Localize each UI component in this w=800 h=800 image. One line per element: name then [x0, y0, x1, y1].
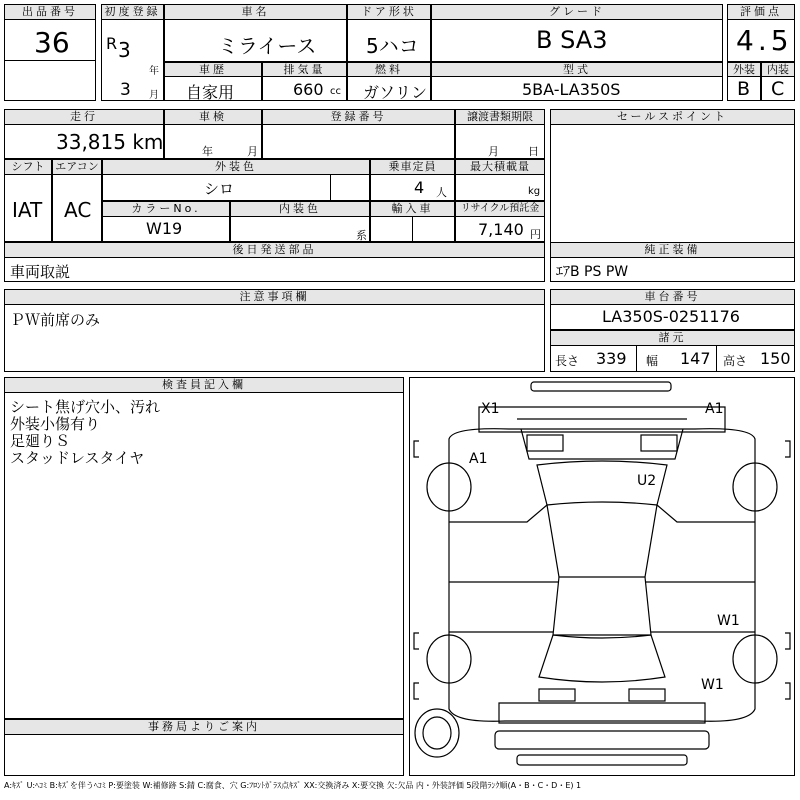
office-notice-header: 事務局よりご案内 — [4, 719, 404, 735]
history-header: 車歴 — [164, 62, 262, 77]
genuine-equipment-header: 純正装備 — [550, 242, 795, 258]
lot-number: 36 — [34, 26, 70, 59]
registration-number-cell — [262, 124, 455, 159]
width: 147 — [680, 349, 711, 368]
registration-year: 3 — [118, 38, 131, 62]
recycle-fee-header: リサイクル預託金 — [455, 201, 545, 217]
interior-color-header: 内装色 — [230, 201, 370, 217]
inspection-header: 車検 — [164, 109, 262, 125]
later-parts: 車両取説 — [10, 263, 71, 281]
color-number: W19 — [146, 219, 183, 238]
chassis-number-header: 車台番号 — [550, 289, 795, 305]
notes: ＰＷ前席のみ — [10, 311, 101, 329]
damage-mark: U2 — [637, 473, 657, 489]
import-header: 輸入車 — [370, 201, 455, 217]
later-parts-header: 後日発送部品 — [4, 242, 545, 258]
recycle-fee: 7,140 — [478, 220, 524, 239]
max-load-unit: kg — [528, 186, 541, 197]
capacity-header: 乗車定員 — [370, 159, 455, 175]
mileage-header: 走行 — [4, 109, 164, 125]
door-header: ドア形状 — [347, 4, 431, 20]
year-unit: 年 — [149, 66, 159, 77]
model-code: 5BA-LA350S — [522, 80, 621, 99]
fuel-header: 燃料 — [347, 62, 431, 77]
car-diagram — [409, 377, 795, 776]
sales-point-cell — [550, 124, 795, 258]
displacement: 660 — [293, 80, 324, 99]
damage-mark: W1 — [701, 677, 724, 693]
exterior-color-subcell — [330, 174, 370, 201]
interior-color-cell — [230, 216, 370, 242]
specs-divider-2 — [716, 345, 717, 372]
specs-divider-1 — [636, 345, 637, 372]
sales-point-header: セールスポイント — [550, 109, 795, 125]
max-load-header: 最大積載量 — [455, 159, 545, 175]
inspection-year-unit: 年 — [202, 145, 213, 158]
shift: IAT — [12, 198, 43, 222]
later-parts-cell — [4, 257, 545, 282]
door-type: 5ハコ — [366, 34, 419, 58]
fuel: ガソリン — [363, 83, 428, 102]
damage-mark: W1 — [717, 613, 740, 629]
displacement-unit: cc — [330, 86, 341, 97]
height: 150 — [760, 349, 791, 368]
era-letter: R — [106, 34, 118, 53]
first-registration-header: 初度登録 — [101, 4, 164, 20]
car-name-header: 車名 — [164, 4, 347, 20]
damage-mark: X1 — [481, 401, 500, 417]
ac-header: エアコン — [52, 159, 102, 175]
score: 4.5 — [736, 24, 793, 57]
color-number-header: カラーNo. — [102, 201, 230, 217]
score-header: 評価点 — [727, 4, 795, 20]
chassis-number: LA350S-0251176 — [602, 307, 740, 326]
inspector-note-line: スタッドレスタイヤ — [10, 449, 145, 467]
shift-header: シフト — [4, 159, 52, 175]
damage-legend: A:ｷｽﾞ U:ﾍｺﾐ B:ｷｽﾞを伴うﾍｺﾐ P:要塗装 W:補修跡 S:錆 C:腐食、穴 G:ﾌﾛﾝﾄｶﾞﾗｽ点ｷｽﾞ XX:交換済み X:要交換 欠:欠品 内・外装評価 5段階ﾗﾝｸ順(A・B・C・D・E) 1 — [4, 781, 582, 790]
lot-number-header: 出品番号 — [4, 4, 96, 20]
exterior-grade: B — [737, 78, 751, 100]
length-label: 長さ — [555, 354, 580, 368]
inspection-month-unit: 月 — [247, 145, 258, 158]
exterior-header: 外装 — [727, 62, 761, 77]
inspector-notes-header: 検査員記入欄 — [4, 377, 404, 393]
interior-color-unit: 系 — [356, 229, 367, 242]
displacement-header: 排気量 — [262, 62, 347, 77]
damage-mark: A1 — [705, 401, 724, 417]
interior-grade: C — [771, 78, 785, 100]
capacity: 4 — [414, 178, 425, 197]
grade: B SA3 — [536, 26, 608, 54]
air-conditioner: AC — [64, 198, 92, 222]
interior-header: 内装 — [761, 62, 795, 77]
inspector-note-line: 外装小傷有り — [10, 415, 101, 433]
transfer-day-unit: 日 — [528, 145, 539, 158]
height-label: 高さ — [723, 354, 748, 368]
notes-header: 注意事項欄 — [4, 289, 545, 305]
recycle-fee-unit: 円 — [530, 228, 541, 241]
registration-number-header: 登録番号 — [262, 109, 455, 125]
month-unit: 月 — [149, 90, 159, 101]
length: 339 — [596, 349, 627, 368]
inspector-note-line: シート焦げ穴小、汚れ — [10, 398, 161, 416]
specs-header: 諸元 — [550, 330, 795, 346]
import-subcell — [412, 216, 455, 242]
genuine-equipment: ｴｱB PS PW — [556, 264, 629, 280]
width-label: 幅 — [646, 354, 659, 368]
inspector-note-line: 足廻りＳ — [10, 432, 71, 450]
mileage: 33,815 km — [56, 130, 164, 154]
transfer-month-unit: 月 — [488, 145, 499, 158]
model-header: 型式 — [431, 62, 723, 77]
specs-cell — [550, 345, 795, 372]
lot-divider — [4, 60, 96, 61]
registration-month: 3 — [120, 80, 131, 100]
office-notice-cell — [4, 734, 404, 776]
damage-mark: A1 — [469, 451, 488, 467]
history: 自家用 — [186, 83, 235, 102]
exterior-color: シロ — [204, 180, 235, 198]
grade-header: グレード — [431, 4, 723, 20]
exterior-color-header: 外装色 — [102, 159, 370, 175]
transfer-deadline-header: 譲渡書類期限 — [455, 109, 545, 125]
capacity-unit: 人 — [436, 186, 447, 199]
car-name: ミライース — [218, 34, 317, 58]
